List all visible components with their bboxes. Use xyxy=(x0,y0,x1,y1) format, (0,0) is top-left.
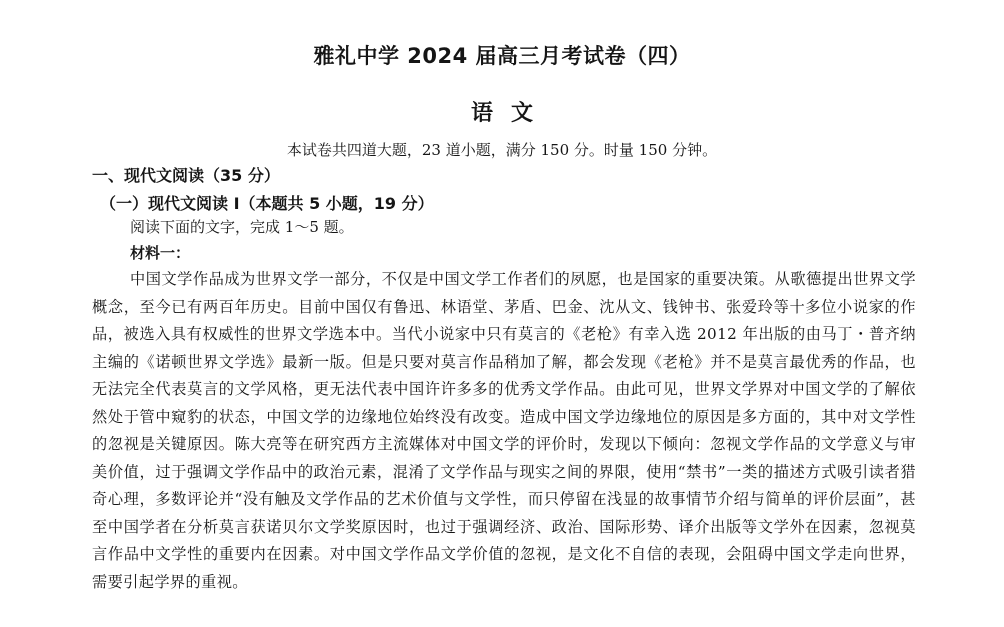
section-1-heading: 一、现代文阅读（35 分） xyxy=(92,166,280,185)
section-1-1-heading: （一）现代文阅读 I（本题共 5 小题，19 分） xyxy=(100,194,434,213)
exam-instructions: 本试卷共四道大题，23 道小题，满分 150 分。时量 150 分钟。 xyxy=(286,141,718,159)
material-label: 材料一： xyxy=(130,244,191,262)
exam-title: 雅礼中学 2024 届高三月考试卷（四） xyxy=(313,44,691,68)
subject-title: 语文 xyxy=(470,101,551,126)
reading-instruction: 阅读下面的文字，完成 1～5 题。 xyxy=(130,218,354,236)
material-paragraph: 中国文学作品成为世界文学一部分，不仅是中国文学工作者们的夙愿，也是国家的重要决策。从歌德提出世界文学概念，至今已有两百年历史。目前中国仅有鲁迅、林语堂、茅盾、巴金、沈从文、钱钟书、张爱玲等十多位小说家的作品，被选入具有权威性的世界文学选本中。当代小说家中只有莫言的《老枪》有幸入选 2012 年出版的由马丁・普齐纳主编的《诺顿世界文学选》最新一版。但是只要对莫言作品稍加了解，都会发现《老枪》并不是莫言最优秀的作品，也无法完全代表莫言的文学风格，更无法代表中国许许多多的优秀文学作品。由此可见，世界文学界对中国文学的了解依然处于管中窥豹的状态，中国文学的边缘地位始终没有改变。造成中国文学边缘地位的原因是多方面的，其中对文学性的忽视是关键原因。陈大亮等在研究西方主流媒体对中国文学的评价时，发现以下倾向：忽视文学作品的文学意义与审美价值，过于强调文学作品中的政治元素，混淆了文学作品与现实之间的界限，使用“禁书”一类的描述方式吸引读者猎奇心理，多数评论并“没有触及文学作品的艺术价值与文学性，而只停留在浅显的故事情节介绍与简单的评价层面”，甚至中国学者在分析莫言获诺贝尔文学奖原因时，也过于强调经济、政治、国际形势、译介出版等文学外在因素，忽视莫言作品中文学性的重要内在因素。对中国文学作品文学价值的忽视，是文化不自信的表现，会阻碍中国文学走向世界，需要引起学界的重视。 xyxy=(92,270,916,591)
